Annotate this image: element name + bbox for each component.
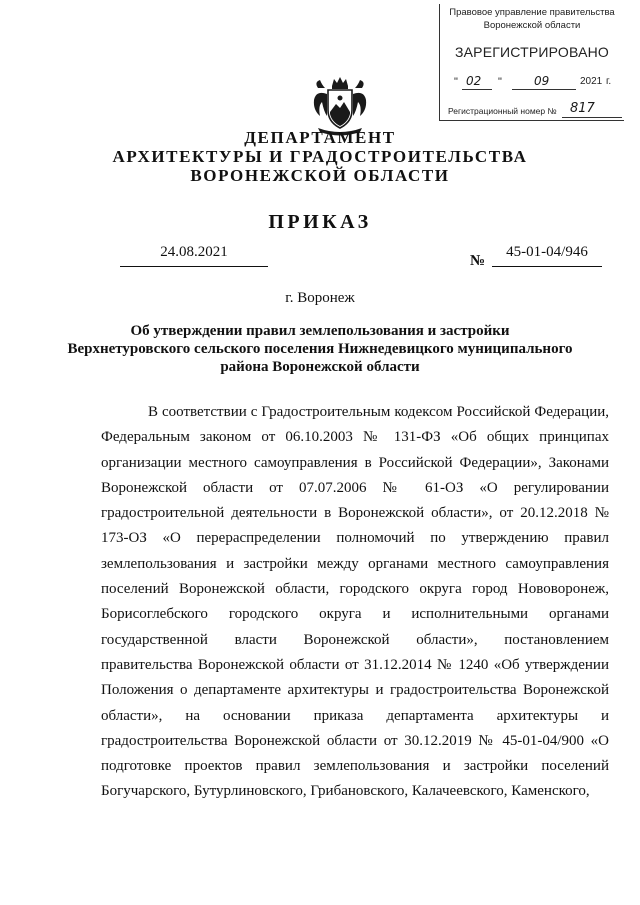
stamp-authority-line2: Воронежской области [483,20,581,31]
order-title-line2: Верхнетуровского сельского поселения Нижнедевицкого муниципального [67,341,573,357]
document-number: 45-01-04/946 [506,244,588,260]
stamp-date-day: 02 [466,74,482,88]
document-date: 24.08.2021 [160,244,228,260]
department-header-line2: АРХИТЕКТУРЫ И ГРАДОСТРОИТЕЛЬСТВА [112,147,528,166]
date-underline [120,266,268,267]
document-type-title: ПРИКАЗ [268,211,372,233]
number-sign: № [470,253,486,269]
registration-stamp [439,4,624,121]
stamp-date-row [454,74,624,92]
order-title [0,322,640,376]
department-header-line1: ДЕПАРТАМЕНТ [244,128,396,147]
number-underline [492,266,602,267]
stamp-reg-number: 817 [570,101,595,116]
stamp-authority-line1: Правовое управление правительства [449,7,615,18]
stamp-open-quote: " [454,76,458,88]
stamp-status: ЗАРЕГИСТРИРОВАНО [454,44,610,60]
stamp-close-quote: " [498,76,502,88]
document-city: г. Воронеж [285,290,355,306]
order-title-line3: района Воронежской области [220,359,420,375]
voronezh-coat-of-arms-icon [308,76,372,136]
document-body [101,400,609,805]
order-title-line1: Об утверждении правил землепользования и застройки [130,323,510,339]
department-header-line3: ВОРОНЕЖСКОЙ ОБЛАСТИ [190,166,450,185]
body-paragraph-1: В соответствии с Градостроительным кодексом Российской Федерации, Федеральным законом от 06.10.2003 № 131-ФЗ «Об общих принципах организации местного самоуправления в Российской Федерации», Законами Воронежской области от 07.07.2006 № 61-ОЗ «О регулировании градостроительной деятельности в Воронежской области», от 20.12.2018 № 173-ОЗ «О перераспределении полномочий по утверждению правил землепользования и застройки между органами местного самоуправления поселений Воронежской области, городского округа город Нововоронеж, Борисоглебского городского округа и исполнительными органами государственной власти Воронежской области», постановлением правительства Воронежской области от 31.12.2014 № 1240 «Об утверждении Положения о департаменте архитектуры и градостроительства Воронежской области», на основании приказа департамента архитектуры и градостроительства Воронежской области от 30.12.2019 № 45-01-04/900 «О подготовке проектов правил землепользования и застройки поселений Богучарского, Бутурлиновского, Грибановского, Калачеевского, Каменского, [101,404,609,800]
stamp-date-year-suffix: г. [606,76,612,87]
stamp-registration-row [448,101,624,120]
stamp-date-year: 2021 [580,76,603,87]
stamp-reg-label: Регистрационный номер № [448,106,557,116]
stamp-date-month: 09 [534,74,550,88]
